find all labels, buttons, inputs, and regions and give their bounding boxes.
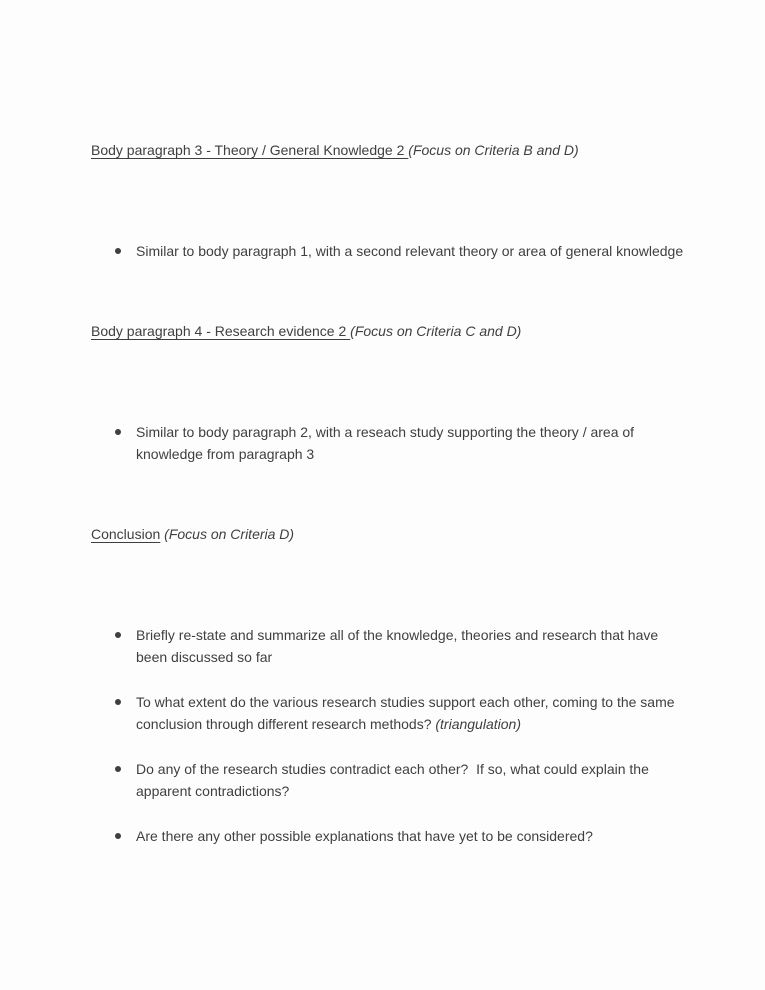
- list-item: [115, 691, 688, 735]
- section-heading: [91, 320, 695, 342]
- bullet-icon: [115, 766, 121, 772]
- heading-criteria-note: (Focus on Criteria B and D): [408, 142, 579, 158]
- heading-criteria-note: (Focus on Criteria C and D): [350, 323, 522, 339]
- bullet-text: Briefly re-state and summarize all of the knowledge, theories and research that have been discussed so far: [136, 627, 663, 665]
- section-body-paragraph-3: [91, 139, 695, 262]
- bullet-italic-text: (triangulation): [435, 716, 521, 732]
- bullet-list: [91, 624, 695, 847]
- bullet-text: To what extent do the various research studies support each other, coming to the same conclusion through different research methods?: [136, 694, 679, 732]
- list-item: [115, 421, 688, 465]
- list-item: [115, 240, 688, 262]
- list-item: [115, 825, 688, 847]
- heading-underlined-text: Body paragraph 3 - Theory / General Knowledge 2: [91, 142, 409, 158]
- bullet-icon: [115, 699, 121, 705]
- bullet-text: Similar to body paragraph 2, with a reseach study supporting the theory / area of knowledge from paragraph 3: [136, 424, 638, 462]
- section-heading: [91, 139, 695, 161]
- bullet-icon: [115, 632, 121, 638]
- bullet-icon: [115, 248, 121, 254]
- heading-underlined-text: Body paragraph 4 - Research evidence 2: [91, 323, 351, 339]
- heading-criteria-note: (Focus on Criteria D): [160, 526, 295, 542]
- section-conclusion: [91, 523, 695, 847]
- bullet-text: Similar to body paragraph 1, with a second relevant theory or area of general knowledge: [136, 243, 684, 259]
- list-item: [115, 758, 688, 802]
- bullet-list: [91, 421, 695, 465]
- bullet-icon: [115, 833, 121, 839]
- heading-underlined-text: Conclusion: [91, 526, 161, 542]
- bullet-text: Do any of the research studies contradict each other? If so, what could explain the apparent contradictions?: [136, 761, 653, 799]
- section-heading: [91, 523, 695, 545]
- bullet-list: [91, 240, 695, 262]
- section-body-paragraph-4: [91, 320, 695, 465]
- list-item: [115, 624, 688, 668]
- bullet-text: Are there any other possible explanations that have yet to be considered?: [136, 828, 593, 844]
- bullet-icon: [115, 429, 121, 435]
